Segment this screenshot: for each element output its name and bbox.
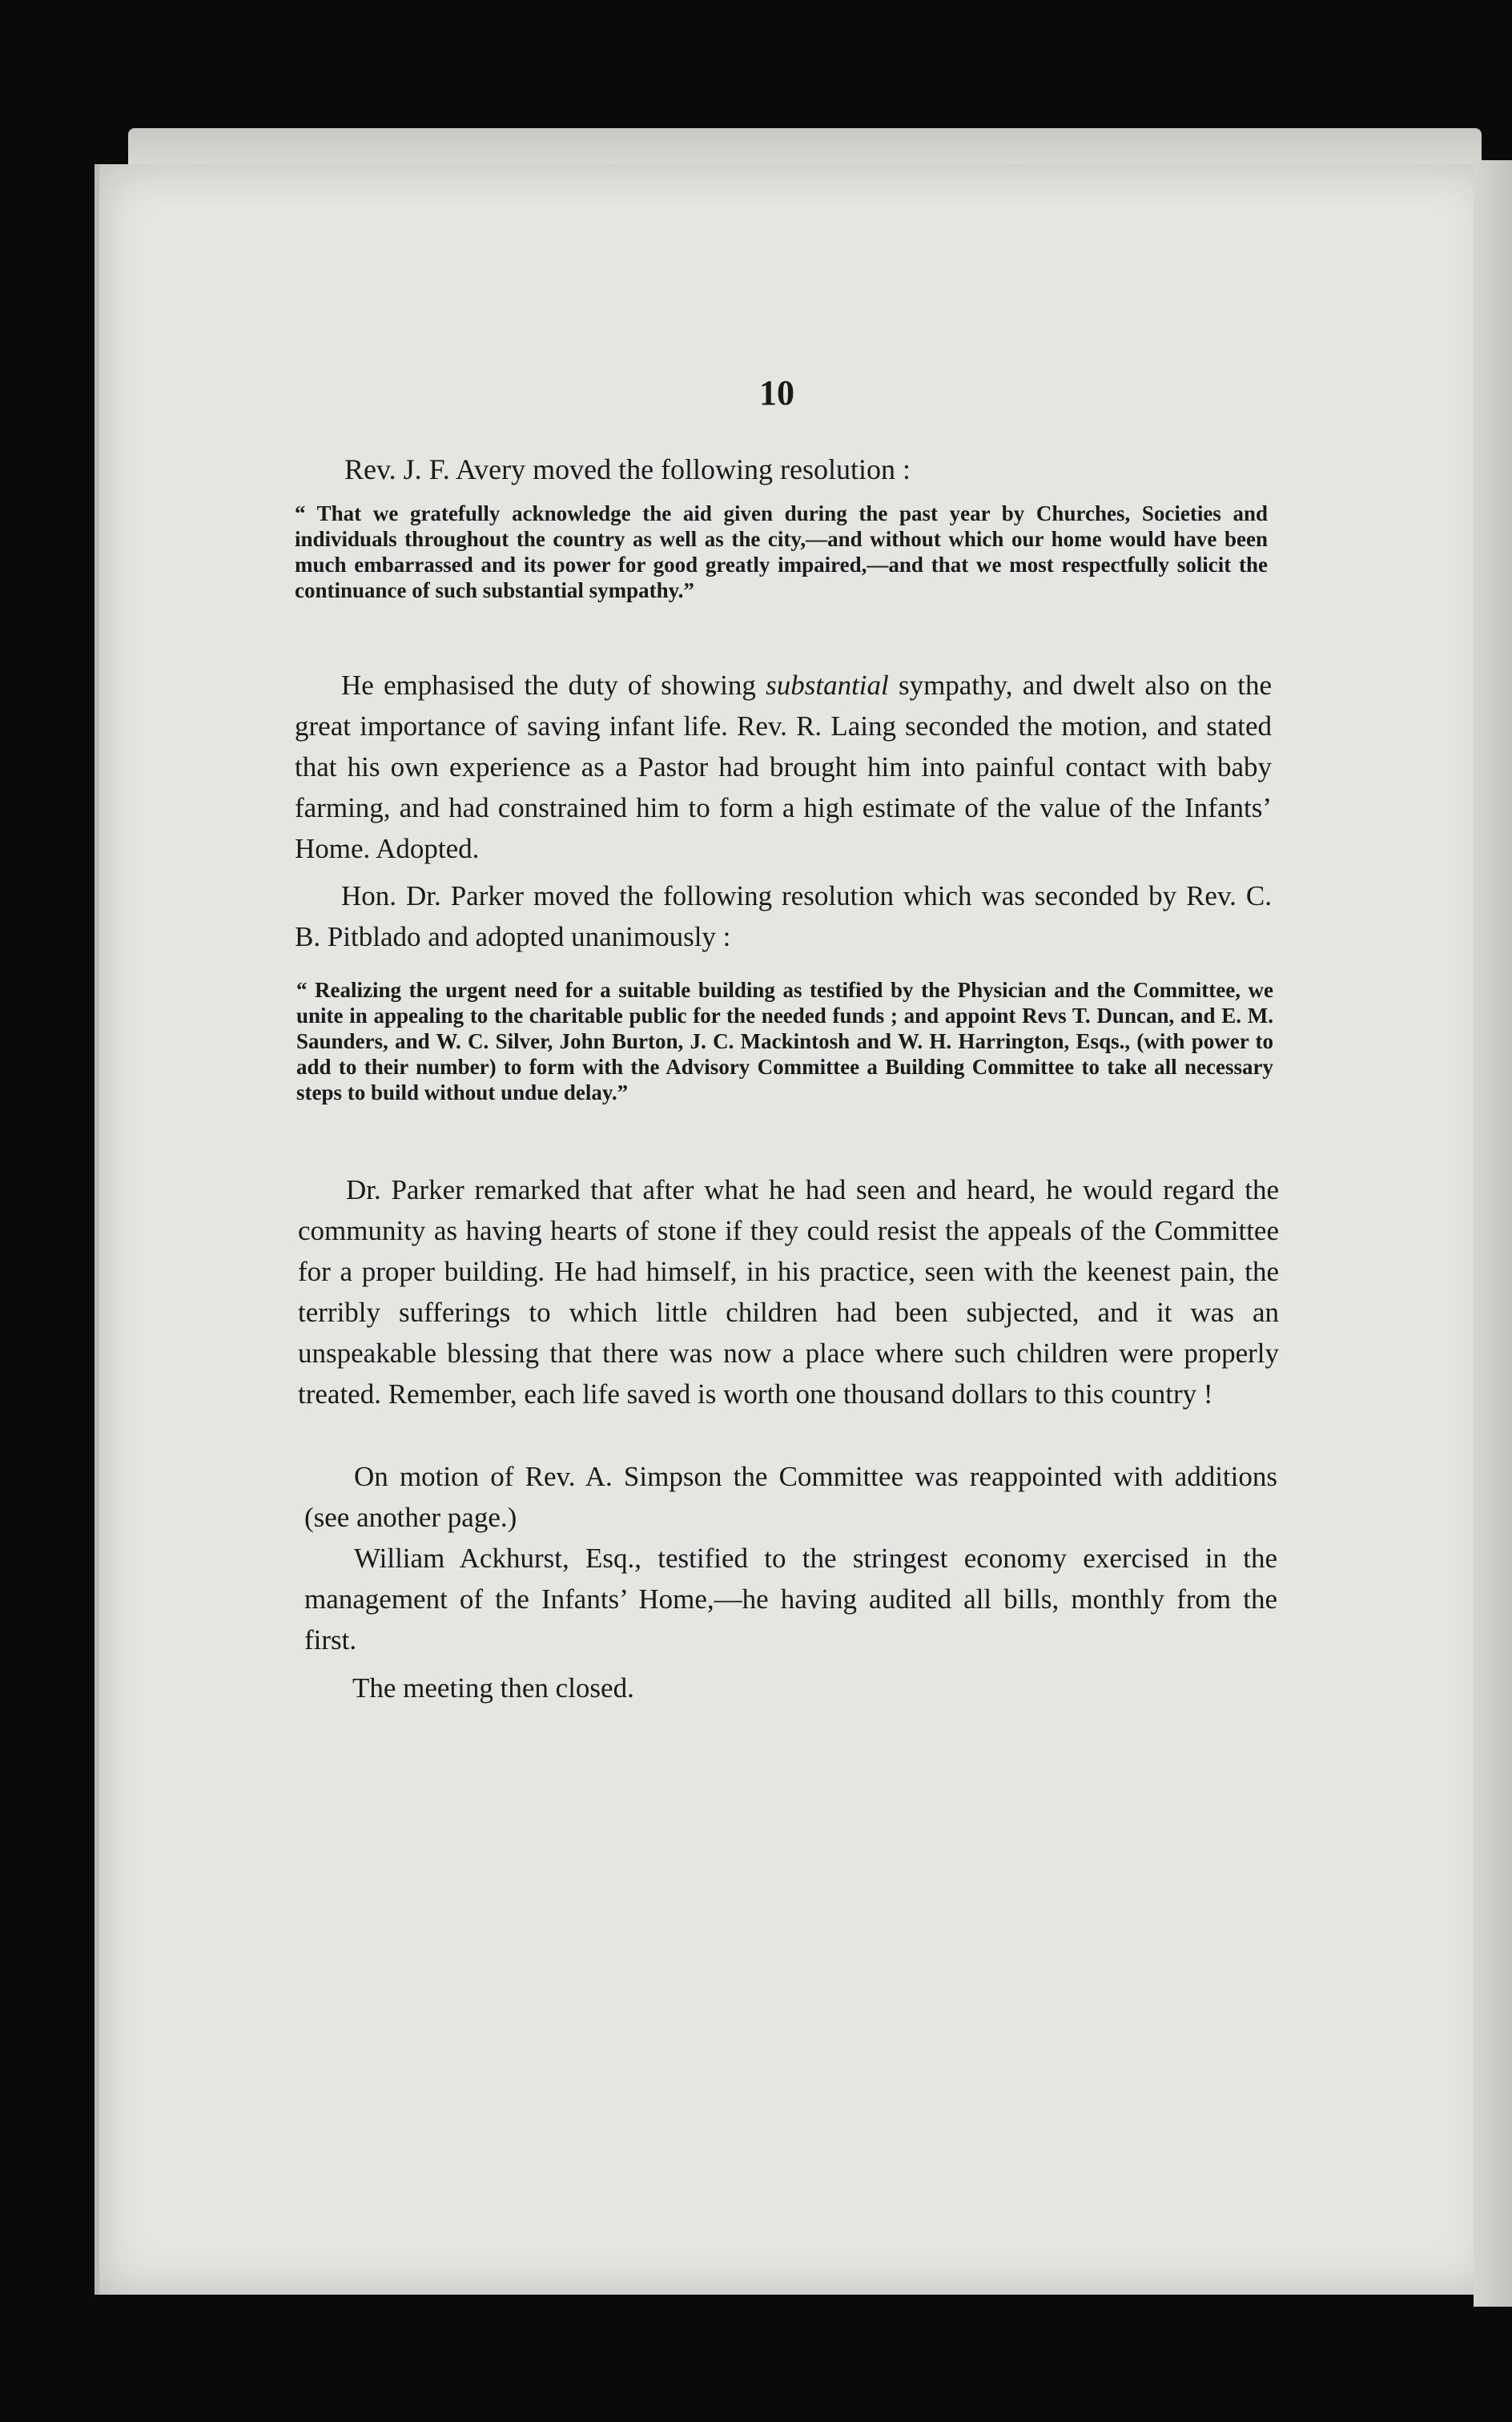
paragraph-emphasis: [295, 665, 1272, 869]
page-number: 10: [759, 373, 794, 412]
paragraph-parker-remarks: Dr. Parker remarked that after what he had seen and heard, he would regard the community as having hearts of stone if they could resist the appeals of the Committee for a proper building. He had himself, in his practice, seen with the keenest pain, the terribly sufferings to which little children had been subjected, and it was an unspeakable blessing that there was now a place where such children were properly treated. Remember, each life saved is worth one thousand dollars to this country !: [298, 1174, 1279, 1410]
paragraph-audit: William Ackhurst, Esq., testified to the stringest economy exercised in the management of the Infants’ Home,—he having audited all bills, monthly from the first.: [304, 1543, 1277, 1656]
paragraph-emphasis-end: sympathy, and dwelt also on the great importance of saving infant life. Rev. R. Laing seconded the motion, and stated that his own experience as a Pastor had brought him into painful contact with baby farming, and had constrained him to form a high estimate of the value of the Infants’ Home. Adopted.: [295, 670, 1272, 864]
paragraph-emphasis-start: He emphasised the duty of showing: [341, 670, 766, 701]
page-right-edge: [1474, 160, 1512, 2307]
intro-line: Rev. J. F. Avery moved the following resolution :: [344, 453, 911, 485]
resolution-2: “ Realizing the urgent need for a suitable building as testified by the Physician and the Committee, we unite in appealing to the charitable public for the needed funds ; and appoint Revs T. Duncan, and E. M. Saunders, and W. C. Silver, John Burton, J. C. Mackintosh and W. H. Harrington, Esqs., (with power to add to their number) to form with the Advisory Committee a Building Committee to take all necessary steps to build without undue delay.”: [296, 978, 1273, 1104]
resolution-1: “ That we gratefully acknowledge the aid given during the past year by Churches, Societies and individuals throughout the country as well as the city,—and without which our home would have been much embarrassed and its power for good greatly impaired,—and that we most respectfully solicit the continuance of such substantial sympathy.”: [295, 501, 1268, 602]
paragraph-closing: The meeting then closed.: [352, 1672, 634, 1704]
paragraph-parker-motion: Hon. Dr. Parker moved the following resolution which was seconded by Rev. C. B. Pitblado and adopted unanimously :: [295, 880, 1272, 952]
paragraph-emphasis-italic: substantial: [766, 670, 889, 701]
paragraph-committee-reappointed: On motion of Rev. A. Simpson the Committee was reappointed with additions (see another page.): [304, 1461, 1277, 1533]
